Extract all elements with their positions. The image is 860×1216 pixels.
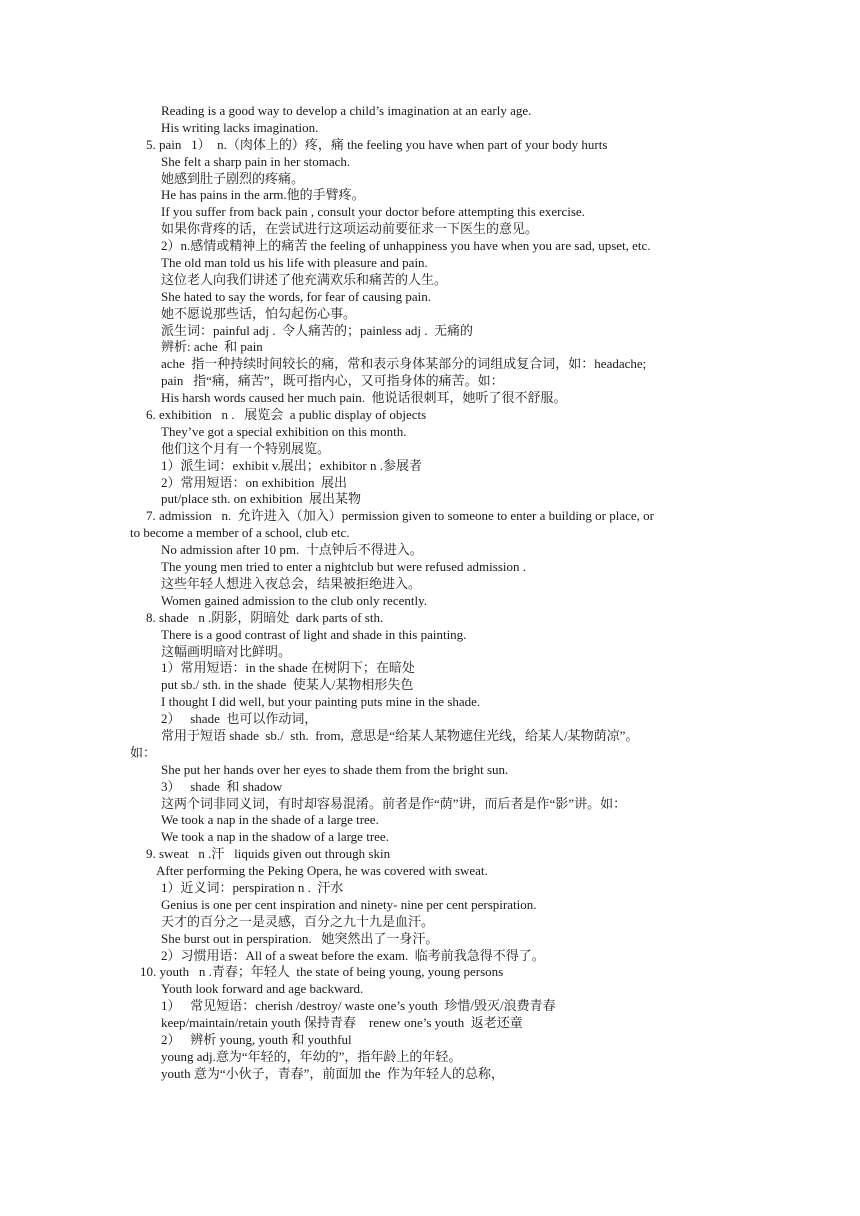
text-line: 3） shade 和 shadow xyxy=(161,778,283,794)
text-line: She hated to say the words, for fear of causing pain. xyxy=(161,288,432,304)
text-line: 她感到肚子剧烈的疼痛。 xyxy=(161,170,305,186)
text-line: She felt a sharp pain in her stomach. xyxy=(161,153,351,169)
text-line: We took a nap in the shadow of a large tree. xyxy=(161,829,389,845)
text-line: No admission after 10 pm. 十点钟后不得进入。 xyxy=(161,542,423,558)
text-line: 派生词：painful adj . 令人痛苦的；painless adj . 无痛的 xyxy=(161,322,473,338)
text-line: 1）常用短语：in the shade 在树阴下；在暗处 xyxy=(161,660,415,676)
text-line: Women gained admission to the club only recently. xyxy=(161,592,427,608)
text-line: She burst out in perspiration. 她突然出了一身汗。 xyxy=(161,930,439,946)
text-line: 1）近义词：perspiration n . 汗水 xyxy=(161,879,344,895)
text-line: They’ve got a special exhibition on this month. xyxy=(161,423,407,439)
text-line: youth 意为“小伙子，青春”，前面加 the 作为年轻人的总称， xyxy=(161,1065,505,1081)
text-line: 这些年轻人想进入夜总会，结果被拒绝进入。 xyxy=(161,575,422,591)
text-line: 1）派生词：exhibit v.展出；exhibitor n .参展者 xyxy=(161,457,422,473)
text-line: Genius is one per cent inspiration and ninety- nine per cent perspiration. xyxy=(161,896,537,912)
text-line: 如： xyxy=(130,744,157,760)
text-line: to become a member of a school, club etc. xyxy=(130,525,350,541)
text-line: 他们这个月有一个特别展览。 xyxy=(161,440,331,456)
text-line: He has pains in the arm.他的手臂疼。 xyxy=(161,187,365,203)
text-line: His harsh words caused her much pain. 他说话很刺耳，她听了很不舒服。 xyxy=(161,390,567,406)
text-line: 如果你背疼的话，在尝试进行这项运动前要征求一下医生的意见。 xyxy=(161,221,539,237)
text-line: young adj.意为“年轻的，年幼的”，指年龄上的年轻。 xyxy=(161,1048,462,1064)
text-line: 她不愿说那些话，怕勾起伤心事。 xyxy=(161,305,357,321)
text-line: 常用于短语 shade sb./ sth. from, 意思是“给某人某物遮住光线，给某人/某物荫凉”。 xyxy=(161,727,639,743)
text-line: I thought I did well, but your painting puts mine in the shade. xyxy=(161,694,481,710)
entry-heading: 10. youth n .青春；年轻人 the state of being young, young persons xyxy=(140,964,504,980)
text-line: His writing lacks imagination. xyxy=(161,119,319,135)
text-line: put/place sth. on exhibition 展出某物 xyxy=(161,491,362,507)
text-line: 天才的百分之一是灵感，百分之九十九是血汗。 xyxy=(161,913,435,929)
text-line: 2）n.感情或精神上的痛苦 the feeling of unhappiness you have when you are sad, upset, etc. xyxy=(161,238,651,254)
text-line: The young men tried to enter a nightclub but were refused admission . xyxy=(161,559,526,575)
text-line: 2） shade 也可以作动词， xyxy=(161,711,318,727)
entry-heading: 8. shade n .阴影，阴暗处 dark parts of sth. xyxy=(146,609,384,625)
text-line: Reading is a good way to develop a child’s imagination at an early age. xyxy=(161,103,532,118)
text-line: 辨析: ache 和 pain xyxy=(161,339,263,355)
text-line: 2）习惯用语：All of a sweat before the exam. 临考前我急得不得了。 xyxy=(161,947,545,963)
entry-heading: 5. pain 1） n.（肉体上的）疼，痛 the feeling you have when part of your body hurts xyxy=(146,136,608,152)
text-line: Youth look forward and age backward. xyxy=(161,981,364,997)
text-line: If you suffer from back pain , consult your doctor before attempting this exercise. xyxy=(161,204,585,220)
text-line: The old man told us his life with pleasure and pain. xyxy=(161,255,428,271)
entry-heading: 7. admission n. 允许进入（加入）permission given to someone to enter a building or place, or xyxy=(146,508,655,524)
text-line: 这位老人向我们讲述了他充满欢乐和痛苦的人生。 xyxy=(161,271,448,287)
entry-heading: 6. exhibition n . 展览会 a public display of objects xyxy=(146,407,427,423)
text-line: 1） 常见短语：cherish /destroy/ waste one’s youth 珍惜/毁灭/浪费青春 xyxy=(161,998,556,1014)
text-line: After performing the Peking Opera, he was covered with sweat. xyxy=(156,863,488,879)
text-line: 2） 辨析 young, youth 和 youthful xyxy=(161,1031,352,1047)
text-line: ache 指一种持续时间较长的痛，常和表示身体某部分的词组成复合词，如：headache; xyxy=(161,356,647,372)
text-line: She put her hands over her eyes to shade them from the bright sun. xyxy=(161,761,509,777)
entry-heading: 9. sweat n .汗 liquids given out through skin xyxy=(146,846,391,862)
text-line: 这幅画明暗对比鲜明。 xyxy=(161,643,292,659)
text-line: put sb./ sth. in the shade 使某人/某物相形失色 xyxy=(161,677,414,693)
text-line: We took a nap in the shade of a large tree. xyxy=(161,812,379,828)
text-line: There is a good contrast of light and shade in this painting. xyxy=(161,626,467,642)
text-line: keep/maintain/retain youth 保持青春 renew one’s youth 返老还童 xyxy=(161,1015,523,1031)
text-line: pain 指“痛，痛苦”，既可指内心，又可指身体的痛苦。如： xyxy=(161,373,504,389)
document-page xyxy=(0,103,860,1083)
text-line: 这两个词非同义词，有时却容易混淆。前者是作“荫”讲，而后者是作“影”讲。如： xyxy=(161,795,627,811)
text-line: 2）常用短语：on exhibition 展出 xyxy=(161,474,347,490)
